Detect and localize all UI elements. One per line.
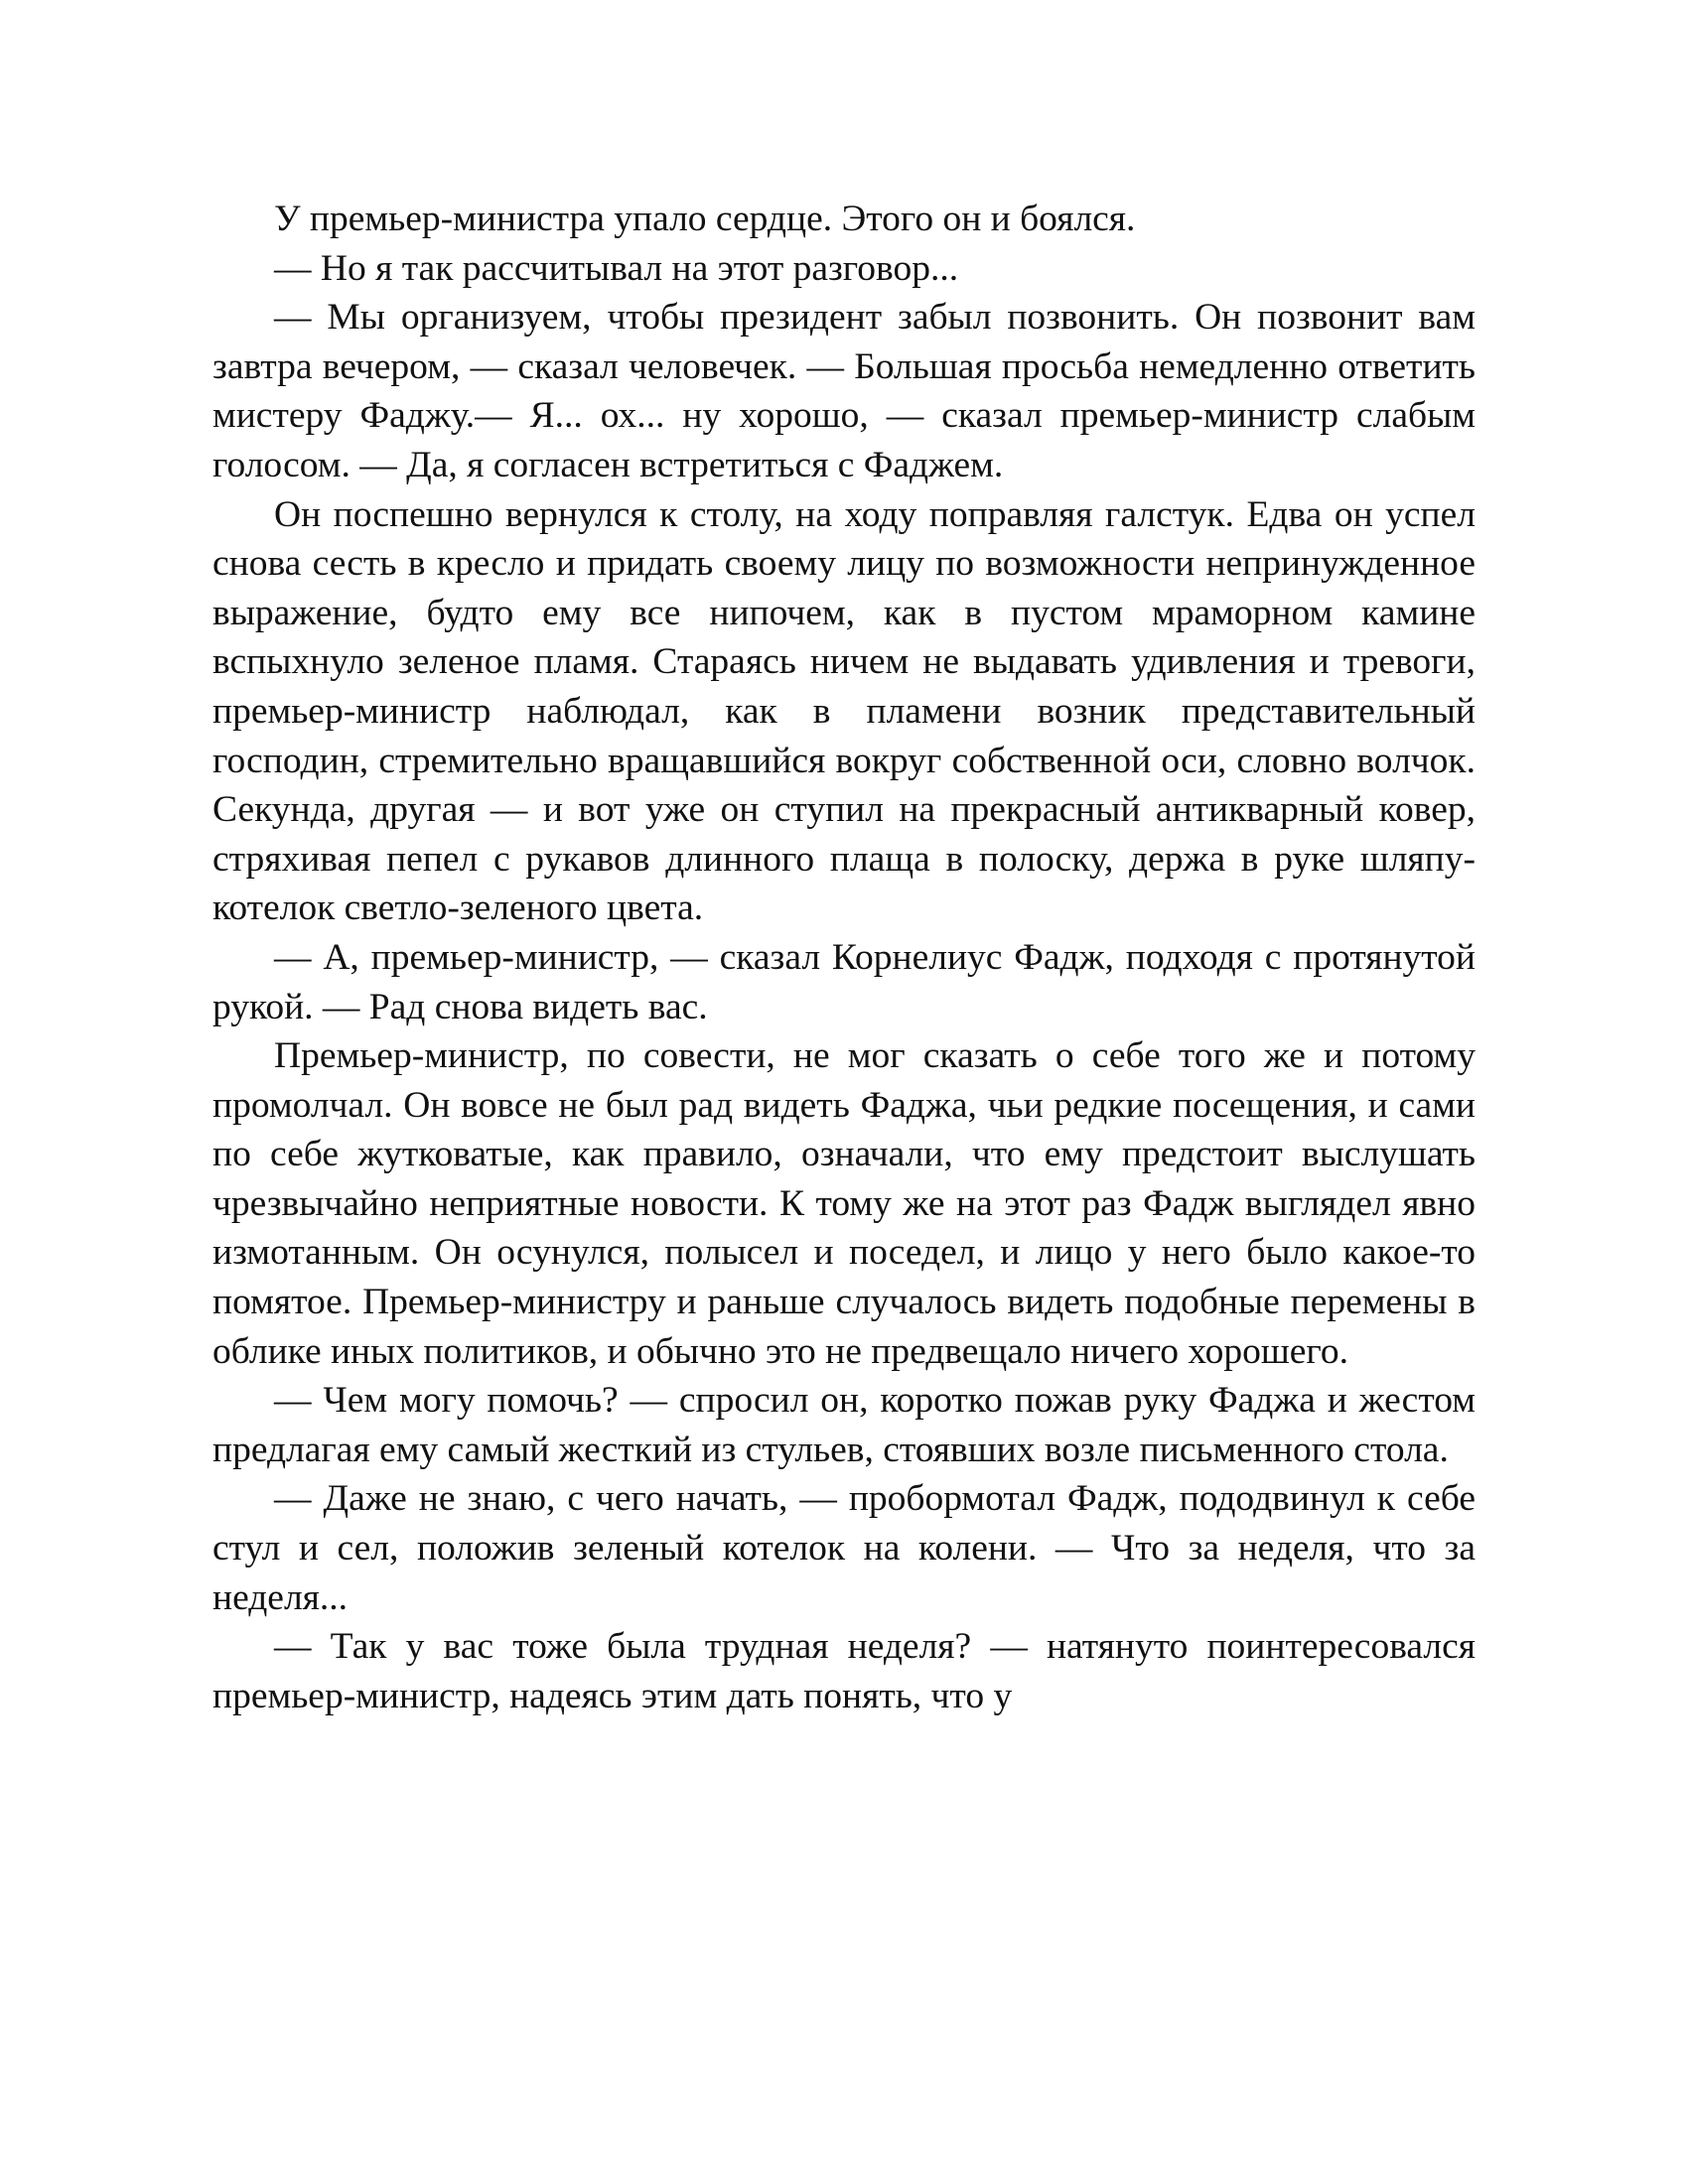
paragraph: У премьер-министра упало сердце. Этого он и боялся. <box>274 199 1136 239</box>
paragraph: — Даже не знаю, с чего начать, — пробормотал Фадж, пододвинул к себе стул и сел, положив зеленый котелок на колени. — Что за неделя, что за неделя... <box>212 1478 1476 1618</box>
paragraph: — Так у вас тоже была трудная неделя? — натянуто поинтересовался премьер-министр, надеясь этим дать понять, что у <box>212 1626 1476 1716</box>
paragraph: Премьер-министр, по совести, не мог сказать о себе того же и потому промолчал. Он вовсе не был рад видеть Фаджа, чьи редкие посещения, и сами по себе жутковатые, как правило, означали, что ему предстоит выслушать чрезвычайно неприятные новости. К тому же на этот раз Фадж выглядел явно измотанным. Он осунулся, полысел и поседел, и лицо у него было какое-то помятое. Премьер-министру и раньше случалось видеть подобные перемены в облике иных политиков, и обычно это не предвещало ничего хорошего. <box>212 1035 1476 1372</box>
paragraph: Он поспешно вернулся к столу, на ходу поправляя галстук. Едва он успел снова сесть в кресло и придать своему лицу по возможности непринужденное выражение, будто ему все нипочем, как в пустом мраморном камине вспыхнуло зеленое пламя. Стараясь ничем не выдавать удивления и тревоги, премьер-министр наблюдал, как в пламени возник представительный господин, стремительно вращавшийся вокруг собственной оси, словно волчок. Секунда, другая — и вот уже он ступил на прекрасный антикварный ковер, стряхивая пепел с рукавов длинного плаща в полоску, держа в руке шляпу-котелок светло-зеленого цвета. <box>212 493 1476 929</box>
paragraph: — Но я так рассчитывал на этот разговор... <box>274 247 959 289</box>
body-text <box>212 195 1476 1720</box>
paragraph: — Мы организуем, чтобы президент забыл позвонить. Он позвонит вам завтра вечером, — сказал человечек. — Большая просьба немедленно ответить мистеру Фаджу.— Я... ох... ну хорошо, — сказал премьер-министр слабым голосом. — Да, я согласен встретиться с Фаджем. <box>212 297 1476 485</box>
paragraph: — Чем могу помочь? — спросил он, коротко пожав руку Фаджа и жестом предлагая ему самый жесткий из стульев, стоявших возле письменного стола. <box>212 1380 1476 1470</box>
paragraph: — А, премьер-министр, — сказал Корнелиус Фадж, подходя с протянутой рукой. — Рад снова видеть вас. <box>212 936 1476 1027</box>
